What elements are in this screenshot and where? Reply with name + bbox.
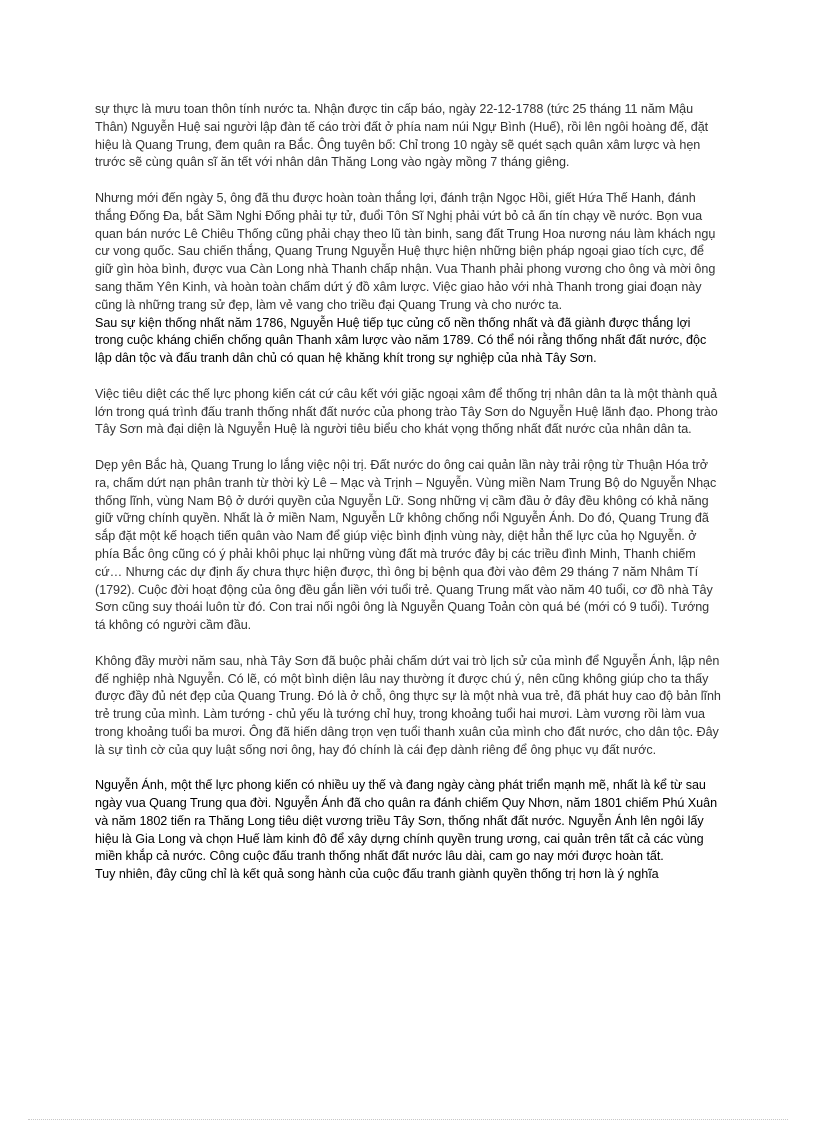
- paragraph-spacer: [95, 172, 721, 190]
- paragraph-victory-ngoc-hoi: Nhưng mới đến ngày 5, ông đã thu được hoàn toàn thắng lợi, đánh trận Ngọc Hồi, giết Hứa Thế Hanh, đánh thắng Đống Đa, bắt Sầm Nghi Đống phải tự tử, đuổi Tôn Sĩ Nghị phải vứt bỏ cả ấn tín chạy về nước. Bọn vua quan bán nước Lê Chiêu Thống cũng phải chạy theo lũ tàn binh, sang đất Trung Hoa nương náu làm khách ngụ cư vong quốc. Sau chiến thắng, Quang Trung Nguyễn Huệ thực hiện những biện pháp ngoại giao tích cực, để giữ gìn hòa bình, được vua Càn Long nhà Thanh chấp nhận. Vua Thanh phải phong vương cho ông và mời ông sang thăm Yên Kinh, và hoàn toàn chấm dứt ý đồ xâm lược. Việc giao hảo với nhà Thanh trong giai đoạn này cũng là những trang sử đẹp, làm vẻ vang cho triều đại Quang Trung và cho nước ta.: [95, 190, 716, 312]
- paragraph-spacer: [95, 635, 721, 653]
- paragraph-internal-affairs: Dẹp yên Bắc hà, Quang Trung lo lắng việc nội trị. Đất nước do ông cai quản lần này trải rộng từ Thuận Hóa trở ra, chấm dứt nạn phân tranh từ thời kỳ Lê – Mạc và Trịnh – Nguyễn. Vùng miền Nam Trung Bộ do Nguyễn Nhạc thống lĩnh, vùng Nam Bộ ở dưới quyền của Nguyễn Lữ. Song những vị cầm đầu ở đây đều không có khả năng giữ vững chính quyền. Nhất là ở miền Nam, Nguyễn Lữ không chống nổi Nguyễn Ánh. Do đó, Quang Trung đã sắp đặt một kế hoạch tiến quân vào Nam để giúp việc bình định vùng này, diệt hẳn thế lực của họ Nguyễn. ở phía Bắc ông cũng có ý phải khôi phục lại những vùng đất mà trước đây bị các triều đình Minh, Thanh chiếm cứ… Nhưng các dự định ấy chưa thực hiện được, thì ông bị bệnh qua đời vào đêm 29 tháng 7 năm Nhâm Tí (1792). Cuộc đời hoạt động của ông đều gắn liền với tuổi trẻ. Quang Trung mất vào năm 40 tuổi, cơ đồ nhà Tây Sơn cũng suy thoái luôn từ đó. Con trai nối ngôi ông là Nguyễn Quang Toản còn quá bé (mới có 9 tuổi). Tướng tá không có người cầm đầu.: [95, 457, 717, 633]
- paragraph-spacer: [95, 368, 721, 386]
- paragraph-end-of-tay-son: Không đầy mười năm sau, nhà Tây Sơn đã buộc phải chấm dứt vai trò lịch sử của mình để Nguyễn Ánh, lập nên đế nghiệp nhà Nguyễn. Có lẽ, có một bình diện lâu nay thường ít được chú ý, nên cũng không giúp cho ta thấy được đầy đủ nét đẹp của Quang Trung. Đó là ở chỗ, ông thực sự là một nhà vua trẻ, đã phát huy cao độ bản lĩnh trẻ trung của mình. Làm tướng - chủ yếu là tướng chỉ huy, trong khoảng tuổi hai mươi. Làm vương rồi làm vua trong khoảng tuổi ba mươi. Ông đã hiến dâng trọn vẹn tuổi thanh xuân của mình cho đất nước, cho dân tộc. Đây là sự tình cờ của quy luật sống nơi ông, hay đó chính là cái đẹp dành riêng để ông phục vụ đất nước.: [95, 653, 721, 757]
- paragraph-spacer: [95, 439, 721, 457]
- paragraph-tay-son-movement: Việc tiêu diệt các thế lực phong kiến cát cứ câu kết với giặc ngoại xâm để thống trị nhân dân ta là một thành quả lớn trong quá trình đấu tranh thống nhất đất nước của phong trào Tây Sơn do Nguyễn Huệ lãnh đạo. Phong trào Tây Sơn mà đại diện là Nguyễn Huệ là người tiêu biểu cho khát vọng thống nhất đất nước của nhân dân ta.: [95, 386, 718, 437]
- page-bottom-divider: [28, 1119, 788, 1120]
- paragraph-unification-1786: Sau sự kiện thống nhất năm 1786, Nguyễn Huệ tiếp tục củng cố nền thống nhất và đã giành được thắng lợi trong cuộc kháng chiến chống quân Thanh xâm lược vào năm 1789. Có thể nói rằng thống nhất đất nước, độc lập dân tộc và đấu tranh dân chủ có quan hệ khăng khít trong sự nghiệp của nhà Tây Sơn.: [95, 315, 707, 366]
- paragraph-quang-trung-proclamation: sự thực là mưu toan thôn tính nước ta. Nhận được tin cấp báo, ngày 22-12-1788 (tức 25 tháng 11 năm Mậu Thân) Nguyễn Huệ sai người lập đàn tế cáo trời đất ở phía nam núi Ngự Bình (Huế), rồi lên ngôi hoàng đế, đặt hiệu là Quang Trung, đem quân ra Bắc. Ông tuyên bố: Chỉ trong 10 ngày sẽ quét sạch quân xâm lược và hẹn trước sẽ cùng quân sĩ ăn tết với nhân dân Thăng Long vào ngày mồng 7 tháng giêng.: [95, 102, 709, 170]
- document-page: [95, 101, 721, 884]
- paragraph-conclusion-fragment: Tuy nhiên, đây cũng chỉ là kết quả song hành của cuộc đấu tranh giành quyền thống trị hơn là ý nghĩa: [95, 867, 659, 882]
- paragraph-spacer: [95, 759, 721, 777]
- paragraph-nguyen-anh: Nguyễn Ánh, một thế lực phong kiến có nhiều uy thế và đang ngày càng phát triển mạnh mẽ, nhất là kể từ sau ngày vua Quang Trung qua đời. Nguyễn Ánh đã cho quân ra đánh chiếm Quy Nhơn, năm 1801 chiếm Phú Xuân và năm 1802 tiến ra Thăng Long tiêu diệt vương triều Tây Sơn, thống nhất đất nước. Nguyễn Ánh lên ngôi lấy hiệu là Gia Long và chọn Huế làm kinh đô để xây dựng chính quyền trung ương, cai quản trên tất cả các vùng miền khắp cả nước. Công cuộc đấu tranh thống nhất đất nước lâu dài, cam go nay mới được hoàn tất.: [95, 778, 718, 864]
